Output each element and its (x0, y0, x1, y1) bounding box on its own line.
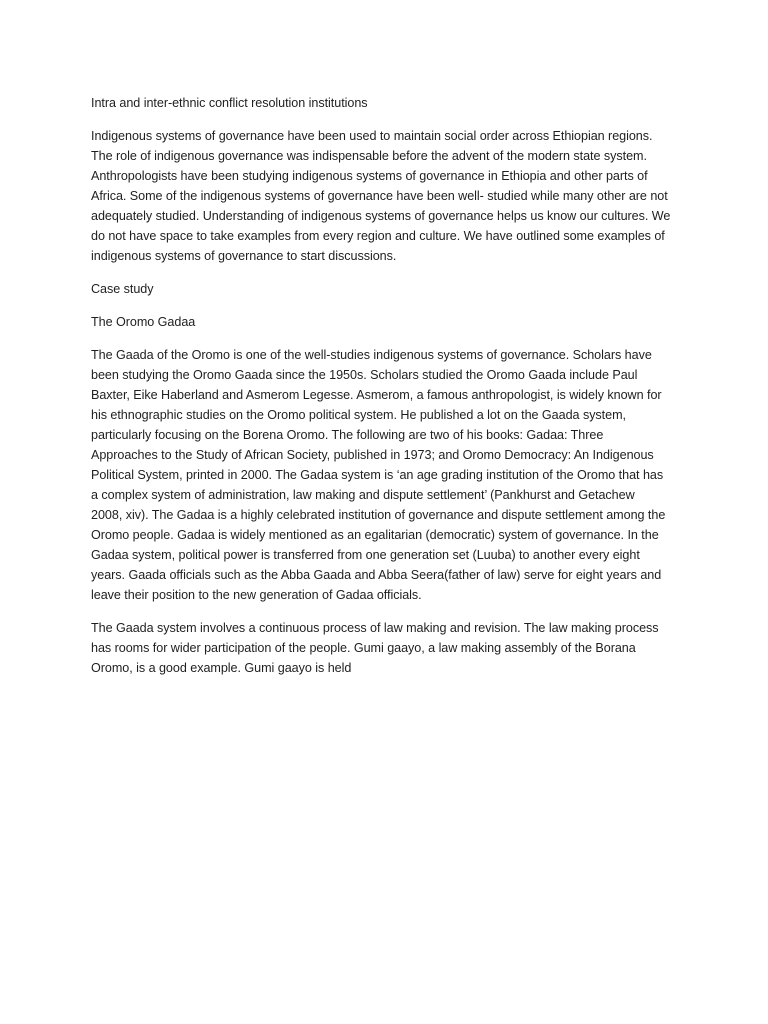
paragraph-line: been studying the Oromo Gaada since the 1950s. Scholars studied the Oromo Gaada include Paul (91, 368, 638, 382)
section-title-text: The Oromo Gadaa (91, 315, 196, 329)
case-study-text: Case study (91, 282, 154, 296)
paragraph-line: Oromo, is a good example. Gumi gaayo is held (91, 661, 352, 675)
paragraph-line: Indigenous systems of governance have been used to maintain social order across Ethiopian regions. (91, 129, 653, 143)
paragraph-line: Baxter, Eike Haberland and Asmerom Legesse. Asmerom, a famous anthropologist, is widely known for (91, 388, 662, 402)
paragraph-line: Political System, printed in 2000. The Gadaa system is ‘an age grading institution of the Oromo that has (91, 468, 664, 482)
title-line: Intra and inter-ethnic conflict resolution institutions (91, 96, 368, 110)
paragraph-line: particularly focusing on the Borena Oromo. The following are two of his books: Gadaa: Three (91, 428, 604, 442)
paragraph-line: Africa. Some of the indigenous systems of governance have been well- studied while many other are not (91, 189, 668, 203)
paragraph-line: 2008, xiv). The Gadaa is a highly celebrated institution of governance and dispute settlement among the (91, 508, 666, 522)
document-title (91, 93, 688, 113)
paragraph-line: The Gaada of the Oromo is one of the well-studies indigenous systems of governance. Scholars have (91, 348, 652, 362)
case-study-label (91, 279, 688, 299)
paragraph-line: adequately studied. Understanding of indigenous systems of governance helps us know our cultures. We (91, 209, 671, 223)
gadaa-paragraph (91, 345, 688, 605)
intro-paragraph (91, 126, 688, 266)
paragraph-line: do not have space to take examples from every region and culture. We have outlined some examples of (91, 229, 665, 243)
paragraph-line: Approaches to the Study of African Society, published in 1973; and Oromo Democracy: An Indigenous (91, 448, 654, 462)
paragraph-line: his ethnographic studies on the Oromo political system. He published a lot on the Gaada system, (91, 408, 626, 422)
paragraph-line: indigenous systems of governance to start discussions. (91, 249, 397, 263)
paragraph-line: a complex system of administration, law making and dispute settlement’ (Pankhurst and Getachew (91, 488, 635, 502)
paragraph-line: years. Gaada officials such as the Abba Gaada and Abba Seera(father of law) serve for eight years and (91, 568, 662, 582)
paragraph-line: Oromo people. Gadaa is widely mentioned as an egalitarian (democratic) system of governance. In the (91, 528, 659, 542)
paragraph-line: Anthropologists have been studying indigenous systems of governance in Ethiopia and other parts of (91, 169, 648, 183)
law-paragraph (91, 618, 688, 678)
section-title (91, 312, 688, 332)
paragraph-line: Gadaa system, political power is transferred from one generation set (Luuba) to another every eight (91, 548, 640, 562)
paragraph-line: The role of indigenous governance was indispensable before the advent of the modern state system. (91, 149, 647, 163)
paragraph-line: The Gaada system involves a continuous process of law making and revision. The law making process (91, 621, 659, 635)
paragraph-line: has rooms for wider participation of the people. Gumi gaayo, a law making assembly of the Borana (91, 641, 636, 655)
paragraph-line: leave their position to the new generation of Gadaa officials. (91, 588, 422, 602)
